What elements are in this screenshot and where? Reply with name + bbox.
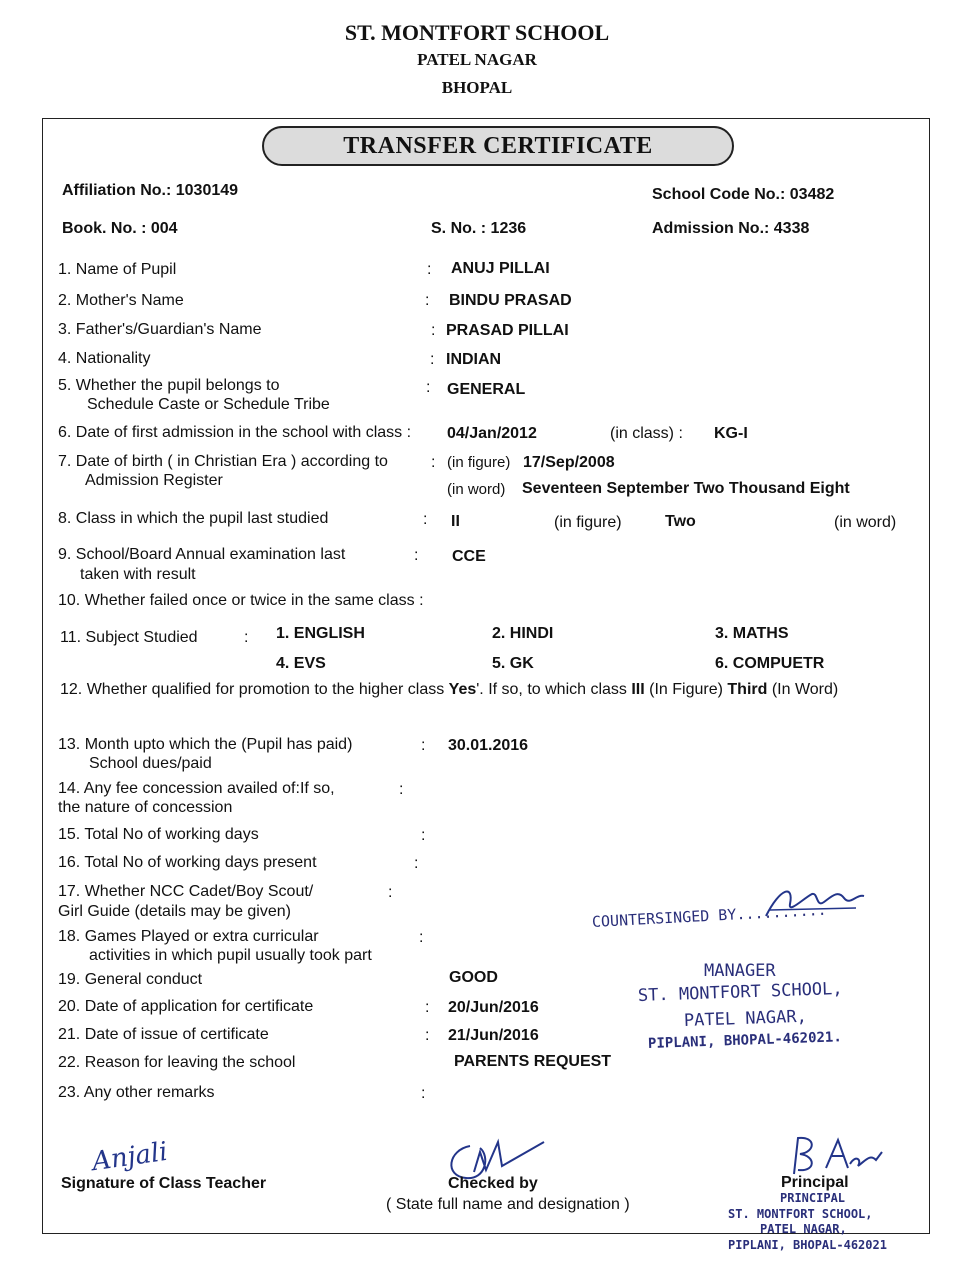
field-17-label-line2: Girl Guide (details may be given): [58, 903, 291, 920]
colon: :: [414, 547, 419, 564]
certificate-title: TRANSFER CERTIFICATE: [262, 126, 734, 166]
field-18-label: 18. Games Played or extra curricular: [58, 928, 319, 945]
subject-item: 3. MATHS: [715, 625, 789, 642]
field-12-text-d: (In Word): [767, 681, 839, 698]
principal-stamp-school: ST. MONTFORT SCHOOL,: [728, 1207, 873, 1221]
field-12-line: [60, 681, 838, 699]
field-11-label: 11. Subject Studied: [60, 629, 198, 646]
field-7-in-figure: (in figure): [447, 454, 511, 471]
colon: :: [423, 511, 428, 528]
field-10-label: 10. Whether failed once or twice in the same class :: [58, 592, 424, 609]
field-7-value-figure: 17/Sep/2008: [523, 454, 615, 471]
field-8-in-figure: (in figure): [554, 514, 622, 531]
field-12-text-b: '. If so, to which class: [476, 681, 632, 698]
subject-item: 5. GK: [492, 655, 534, 672]
stamp-area: PATEL NAGAR,: [683, 1006, 808, 1031]
principal-signature: [786, 1130, 886, 1180]
field-18-label-line2: activities in which pupil usually took part: [89, 947, 372, 964]
field-7-label: 7. Date of birth ( in Christian Era ) according to: [58, 453, 388, 470]
stamp-manager: MANAGER: [704, 961, 776, 981]
field-12-class-figure: III: [631, 681, 645, 698]
field-8-in-word: (in word): [834, 514, 897, 531]
subject-item: 2. HINDI: [492, 625, 554, 642]
field-6-in-class: (in class) :: [610, 425, 683, 442]
colon: :: [425, 999, 430, 1016]
field-17-label: 17. Whether NCC Cadet/Boy Scout/: [58, 883, 314, 900]
class-teacher-signature: Anjali: [90, 1136, 170, 1178]
field-5-label: 5. Whether the pupil belongs to: [58, 377, 280, 394]
field-21-label: 21. Date of issue of certificate: [58, 1026, 269, 1043]
colon: :: [426, 379, 431, 396]
colon: :: [425, 292, 430, 309]
field-19-value: GOOD: [449, 969, 498, 986]
field-2-value: BINDU PRASAD: [449, 292, 572, 309]
countersigned-text: COUNTERSINGED BY: [591, 905, 737, 931]
colon: :: [399, 781, 404, 798]
field-14-label: 14. Any fee concession availed of:If so,: [58, 780, 335, 797]
field-3-label: 3. Father's/Guardian's Name: [58, 321, 262, 338]
colon: :: [244, 629, 249, 646]
colon: :: [421, 1085, 426, 1102]
field-3-value: PRASAD PILLAI: [446, 322, 569, 339]
subject-item: 4. EVS: [276, 655, 326, 672]
colon: :: [414, 855, 419, 872]
subject-item: 1. ENGLISH: [276, 625, 365, 642]
affiliation-number: Affiliation No.: 1030149: [62, 182, 239, 199]
field-20-value: 20/Jun/2016: [448, 999, 539, 1016]
field-14-label-line2: the nature of concession: [58, 799, 233, 816]
colon: :: [421, 737, 426, 754]
field-13-value: 30.01.2016: [448, 737, 529, 754]
colon: :: [431, 322, 436, 339]
principal-label: Principal: [781, 1174, 849, 1191]
colon: :: [427, 261, 432, 278]
subject-item: 6. COMPUETR: [715, 655, 825, 672]
field-22-label: 22. Reason for leaving the school: [58, 1054, 296, 1071]
field-12-text-a: 12. Whether qualified for promotion to the higher class: [60, 681, 449, 698]
field-2-label: 2. Mother's Name: [58, 292, 184, 309]
colon: :: [419, 929, 424, 946]
field-15-label: 15. Total No of working days: [58, 826, 259, 843]
field-12-class-word: Third: [727, 681, 768, 698]
field-9-value: CCE: [452, 548, 486, 565]
colon: :: [430, 351, 435, 368]
principal-stamp-area: PATEL NAGAR,: [760, 1222, 847, 1236]
stamp-address: PIPLANI, BHOPAL-462021.: [647, 1029, 843, 1052]
book-number: Book. No. : 004: [62, 220, 178, 237]
field-7-label-line2: Admission Register: [85, 472, 223, 489]
serial-number: S. No. : 1236: [431, 220, 527, 237]
field-5-label-line2: Schedule Caste or Schedule Tribe: [87, 396, 330, 413]
class-teacher-label: Signature of Class Teacher: [61, 1175, 267, 1192]
field-8-value-word: Two: [665, 513, 696, 530]
school-code: School Code No.: 03482: [652, 186, 835, 203]
field-1-label: 1. Name of Pupil: [58, 261, 177, 278]
checked-by-note: ( State full name and designation ): [386, 1196, 630, 1213]
school-area: PATEL NAGAR: [417, 50, 537, 69]
field-19-label: 19. General conduct: [58, 971, 203, 988]
field-12-text-c: (In Figure): [644, 681, 728, 698]
admission-number: Admission No.: 4338: [652, 220, 810, 237]
field-23-label: 23. Any other remarks: [58, 1084, 215, 1101]
field-7-value-word: Seventeen September Two Thousand Eight: [522, 480, 850, 497]
field-6-value: 04/Jan/2012: [447, 425, 537, 442]
school-name: ST. MONTFORT SCHOOL: [344, 20, 610, 45]
field-4-value: INDIAN: [446, 351, 502, 368]
principal-stamp-title: PRINCIPAL: [780, 1191, 846, 1205]
field-16-label: 16. Total No of working days present: [58, 854, 317, 871]
field-13-label: 13. Month upto which the (Pupil has paid): [58, 736, 353, 753]
field-1-value: ANUJ PILLAI: [451, 260, 550, 277]
field-20-label: 20. Date of application for certificate: [58, 998, 314, 1015]
colon: :: [425, 1027, 430, 1044]
school-city: BHOPAL: [441, 78, 513, 97]
field-8-label: 8. Class in which the pupil last studied: [58, 510, 329, 527]
field-9-label: 9. School/Board Annual examination last: [58, 546, 346, 563]
manager-signature: [760, 880, 870, 925]
field-9-label-line2: taken with result: [80, 566, 196, 583]
field-6-class: KG-I: [714, 425, 748, 442]
field-6-label: 6. Date of first admission in the school with class :: [58, 424, 412, 441]
field-22-value: PARENTS REQUEST: [454, 1053, 612, 1070]
colon: :: [431, 454, 436, 471]
field-8-value-figure: II: [451, 513, 460, 530]
field-12-yes: Yes: [448, 681, 477, 698]
field-21-value: 21/Jun/2016: [448, 1027, 539, 1044]
colon: :: [388, 884, 393, 901]
dotted-line: ..........: [735, 900, 827, 924]
principal-stamp-address: PIPLANI, BHOPAL-462021: [728, 1238, 887, 1252]
checked-by-label: Checked by: [448, 1175, 538, 1192]
field-5-value: GENERAL: [447, 381, 526, 398]
stamp-school: ST. MONTFORT SCHOOL,: [637, 978, 843, 1006]
field-13-label-line2: School dues/paid: [89, 755, 212, 772]
colon: :: [421, 827, 426, 844]
field-4-label: 4. Nationality: [58, 350, 151, 367]
field-7-in-word: (in word): [447, 481, 506, 498]
